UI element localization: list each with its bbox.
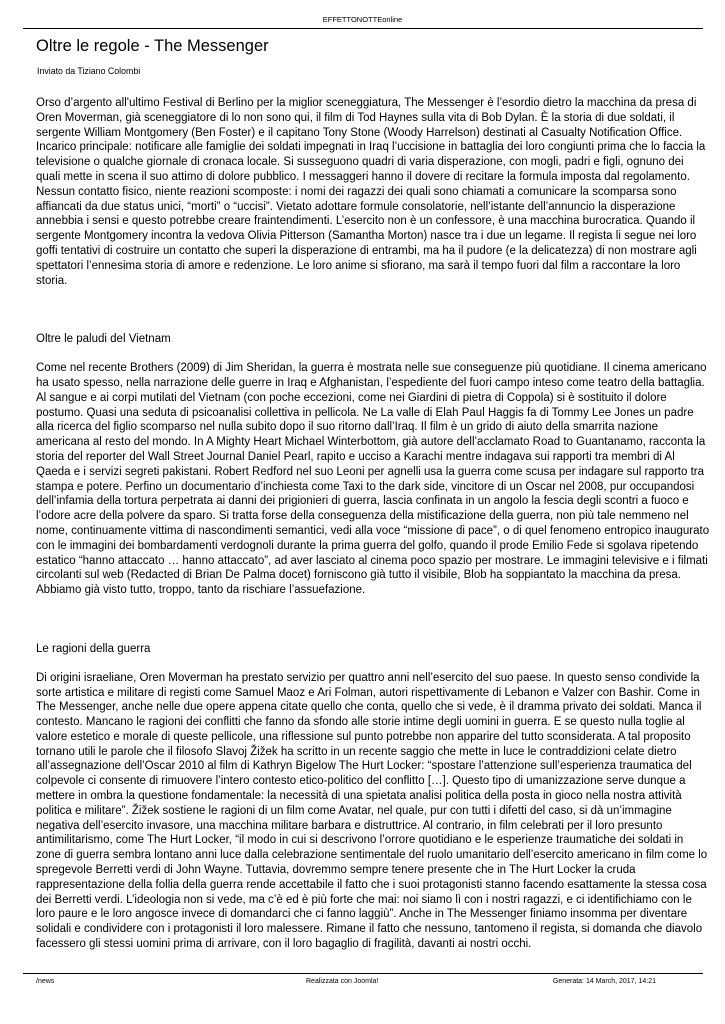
article-body [36, 96, 711, 952]
article-byline: Inviato da Tiziano Colombi [37, 66, 141, 76]
heading-spacer [36, 657, 711, 671]
section-heading-vietnam: Oltre le paludi del Vietnam [36, 333, 171, 346]
paragraph-ragioni: Di origini israeliane, Oren Moverman ha prestato servizio per quattro anni nell’esercito del suo paese. In questo senso condivide la sorte artistica e militare di registi come Samuel Maoz e Ari Folman, autori rispettivamente di Lebanon e Valzer con Bashir. Come in The Messenger, anche nelle due opere appena citate quello che conta, quello che si vede, è il dramma privato dei soldati. Manca il contesto. Mancano le ragioni dei conflitti che fanno da sfondo alle storie intime degli uomini in guerra. E se questo nulla toglie al valore estetico e morale di queste pellicole, una riflessione sul punto potrebbe non apparire del tutto sconsiderata. A tal proposito tornano utili le parole che il filosofo Slavoj Žižek ha scritto in un recente saggio che mette in luce le contraddizioni celate dietro all’assegnazione dell’Oscar 2010 al film di Kathryn Bigelow The Hurt Locker: “spostare l’attenzione sull’esperienza traumatica del colpevole ci consente di rimuovere l’intero contesto etico-politico del conflitto […]. Questo tipo di umanizzazione serve dunque a mettere in ombra la questione fondamentale: la necessità di una spietata analisi politica della posta in gioco nella nostra attività politica e militare”. Žižek sostiene le ragioni di un film come Avatar, nel quale, pur con tutti i difetti del caso, si dà un’immagine negativa dell’esercito invasore, una macchina militare barbara e distruttrice. Al contrario, in film celebrati per il loro presunto antimilitarismo, come The Hurt Locker, “il modo in cui si descrivono l’orrore quotidiano e le esperienze traumatiche dei soldati in zone di guerra sembra lontano anni luce dalla celebrazione sentimentale del ruolo umanitario dell’esercito americano in film come lo spregevole Berretti verdi di John Wayne. Tuttavia, dovremmo sempre tenere presente che in The Hurt Locker la cruda rappresentazione della follia della guerra rende accettabile il fatto che i suoi protagonisti stanno facendo esattamente la stessa cosa dei Berretti verdi. L’ideologia non si vede, ma c’è ed è più forte che mai: noi siamo lì con i nostri ragazzi, e ci identifichiamo con le loro paure e le loro angosce invece di domandarci che ci fanno laggiù”. Anche in The Messenger finiamo insomma per diventare solidali e condividere con i protagonisti il loro malessere. Rimane il fatto che nessuno, tantomeno il regista, si domanda che diavolo facessero gli stessi uomini prima di arrivare, con il loro bagaglio di fragilità, davanti ai nostri occhi. [36, 671, 708, 951]
article-title: Oltre le regole - The Messenger [36, 37, 269, 55]
heading-spacer [36, 347, 711, 361]
section-heading-ragioni: Le ragioni della guerra [36, 642, 151, 655]
footer-powered-by: Realizzata con Joomla! [306, 978, 379, 985]
section-spacer [36, 288, 711, 332]
footer-generated-date: Generata: 14 March, 2017, 14:21 [552, 978, 656, 985]
paragraph-intro: Orso d’argento all'ultimo Festival di Berlino per la miglior sceneggiatura, The Messenger è l’esordio dietro la macchina da presa di Oren Moverman, già sceneggiatore di lo non sono qui, il film di Tod Haynes sulla vita di Bob Dylan. È la storia di due soldati, il sergente William Montgomery (Ben Foster) e il capitano Tony Stone (Woody Harrelson) destinati al Casualty Notification Office. Incarico principale: notificare alle famiglie dei soldati impegnati in Iraq l’uccisione in battaglia dei loro congiunti prima che lo faccia la televisione o qualche giornale di cronaca locale. Si susseguono quadri di varia disperazione, con mogli, padri e figli, ognuno dei quali mette in scena il suo attimo di dolore pubblico. I messaggeri hanno il dovere di recitare la formula imposta dal regolamento. Nessun contatto fisico, niente reazioni scomposte: i nomi dei ragazzi dei quali sono chiamati a comunicare la scomparsa sono affiancati da due status unici, “morti” o “uccisi”. Vietato adottare formule consolatorie, nell’istante dell’annuncio la disperazione annebbia i sensi e questo potrebbe creare fraintendimenti. L’esercito non è un confessore, è una macchina burocratica. Quando il sergente Montgomery incontra la vedova Olivia Pitterson (Samantha Morton) nasce tra i due un legame. Il regista li segue nei loro goffi tentativi di costruire un contatto che superi la disperazione di entrambi, ma ha il pudore (e la delicatezza) di non mostrare agli spettatori l’ennesima storia di amore e redenzione. Le loro anime si sfiorano, ma sarà il tempo fuori dal film a raccontare la loro storia. [36, 97, 706, 287]
header-divider [23, 28, 703, 29]
paragraph-vietnam: Come nel recente Brothers (2009) di Jim Sheridan, la guerra è mostrata nelle sue conseguenze più quotidiane. Il cinema americano ha usato spesso, nella narrazione delle guerre in Iraq e Afghanistan, l’espediente del fuori campo inteso come teatro della battaglia. Al sangue e ai corpi mutilati del Vietnam (con poche eccezioni, come nei Giardini di pietra di Coppola) si è sostituito il dolore postumo. Quasi una seduta di psicoanalisi collettiva in pellicola. Ne La valle di Elah Paul Haggis fa di Tommy Lee Jones un padre alla ricerca del figlio scomparso nel nulla subito dopo il suo ritorno dall’Iraq. Il film è un grido di aiuto della smarrita nazione americana al resto del mondo. In A Mighty Heart Michael Winterbottom, già autore dell’acclamato Road to Guantanamo, racconta la storia del reporter del Wall Street Journal Daniel Pearl, rapito e ucciso a Karachi mentre indagava sui rapporti tra membri di Al Qaeda e i servizi segreti pakistani. Robert Redford nel suo Leoni per agnelli usa la guerra come scusa per indagare sul rapporto tra stampa e potere. Perfino un documentario d’inchiesta come Taxi to the dark side, vincitore di un Oscar nel 2008, pur occupandosi dell’infamia della tortura perpetrata ai danni dei prigionieri di guerra, lascia confinata in un angolo la fescia degli scontri a fuoco e l’odore acre della polvere da sparo. Si tratta forse della conseguenza della mistificazione della guerra, non più tale nemmeno nel nome, continuamente vittima di nascondimenti semantici, vedi alla voce “missione di pace”, o di quel fenomeno entropico inaugurato con le immagini dei bombardamenti verdognoli durante la prima guerra del golfo, quando il prode Emilio Fede si sgolava ripetendo estatico “hanno attaccato … hanno attaccato”, ad aver lasciato al cinema poco spazio per mostrare. Le immagini televisive e i filmati circolanti sul web (Redacted di Brian De Palma docet) forniscono già tutto il visibile, Blob ha soppiantato la macchina da presa. Abbiamo già visto tutto, troppo, tanto da rischiare l’assuefazione. [36, 362, 710, 597]
site-header: EFFETTONOTTEonline [322, 15, 403, 24]
section-spacer [36, 598, 711, 642]
footer-path: /news [36, 978, 55, 985]
footer-divider [23, 973, 703, 974]
